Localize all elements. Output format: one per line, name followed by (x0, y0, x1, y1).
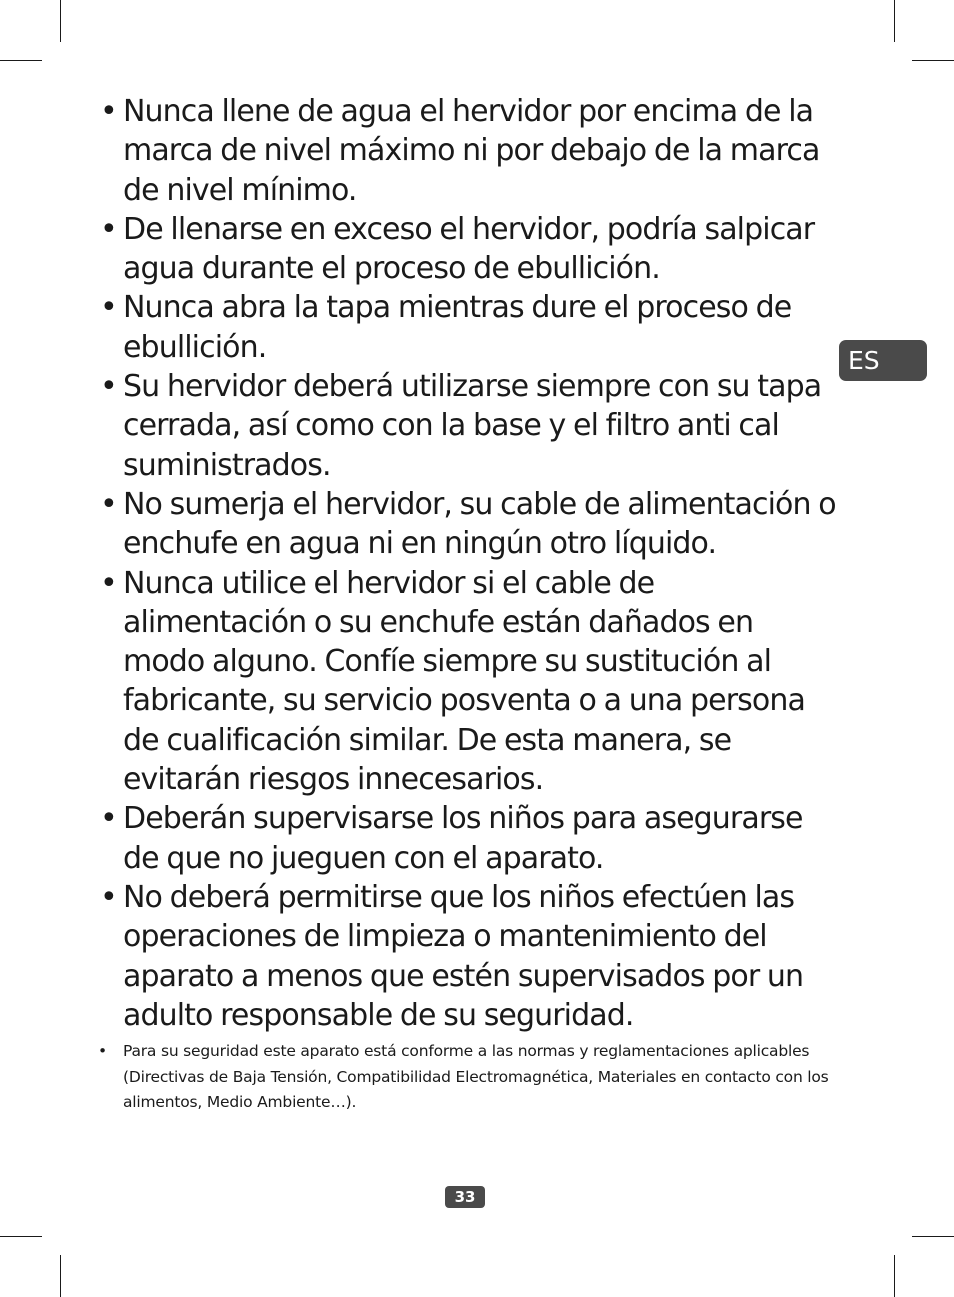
crop-mark-top-left-horizontal (0, 60, 42, 61)
bullet-icon: • (100, 94, 117, 129)
bullet-icon: • (100, 290, 117, 326)
instructions-content (100, 92, 840, 1116)
safety-item-text: Nunca utilice el hervidor si el cable de alimentación o su enchufe están dañados en modo alguno. Confíe siempre su sustitución al fabricante, su servicio posventa o a una persona de cualificación similar. De esta manera, se evitarán riesgos innecesarios. (123, 565, 805, 798)
bullet-icon: • (100, 879, 117, 915)
safety-item-text: Su hervidor deberá utilizarse siempre con su tapa cerrada, así como con la base y el filtro anti cal suministrados. (123, 369, 822, 483)
language-tab: ES (839, 340, 927, 381)
safety-item (100, 799, 840, 878)
safety-item-text: No sumerja el hervidor, su cable de alimentación o enchufe en agua ni en ningún otro líquido. (123, 486, 836, 562)
bullet-icon: • (100, 565, 117, 601)
safety-item (100, 878, 840, 1035)
bullet-icon: • (100, 211, 117, 247)
crop-mark-bottom-right-horizontal (912, 1236, 954, 1237)
compliance-item-text: Para su seguridad este aparato está conforme a las normas y reglamentaciones aplicables (Directivas de Baja Tensión, Compatibilidad Electromagnética, Materiales en contacto con los alimentos, Medio Ambiente…). (123, 1042, 829, 1112)
bullet-icon: • (100, 801, 117, 837)
safety-item (100, 564, 840, 800)
crop-mark-bottom-left-vertical (60, 1255, 61, 1297)
crop-mark-bottom-left-horizontal (0, 1236, 42, 1237)
safety-list (100, 92, 840, 1035)
safety-item-text: De llenarse en exceso el hervidor, podría salpicar agua durante el proceso de ebullición. (123, 211, 815, 287)
bullet-icon: • (98, 1042, 107, 1061)
safety-item-text: No deberá permitirse que los niños efectúen las operaciones de limpieza o mantenimiento del aparato a menos que estén supervisados por un adulto responsable de su seguridad. (123, 879, 804, 1033)
crop-mark-top-left-vertical (60, 0, 61, 42)
safety-item (100, 367, 840, 485)
safety-item (100, 288, 840, 367)
safety-item-text: Nunca llene de agua el hervidor por encima de la marca de nivel máximo ni por debajo de la marca de nivel mínimo. (123, 94, 820, 208)
compliance-list (100, 1039, 840, 1116)
safety-item (100, 210, 840, 289)
safety-item (100, 92, 840, 210)
crop-mark-top-right-horizontal (912, 60, 954, 61)
bullet-icon: • (100, 486, 117, 522)
crop-mark-bottom-right-vertical (894, 1255, 895, 1297)
page-number: 33 (445, 1186, 485, 1208)
safety-item-text: Nunca abra la tapa mientras dure el proceso de ebullición. (123, 290, 792, 365)
bullet-icon: • (100, 369, 117, 405)
crop-mark-top-right-vertical (894, 0, 895, 42)
compliance-item (100, 1039, 840, 1116)
safety-item (100, 485, 840, 564)
safety-item-text: Deberán supervisarse los niños para asegurarse de que no jueguen con el aparato. (123, 801, 803, 876)
